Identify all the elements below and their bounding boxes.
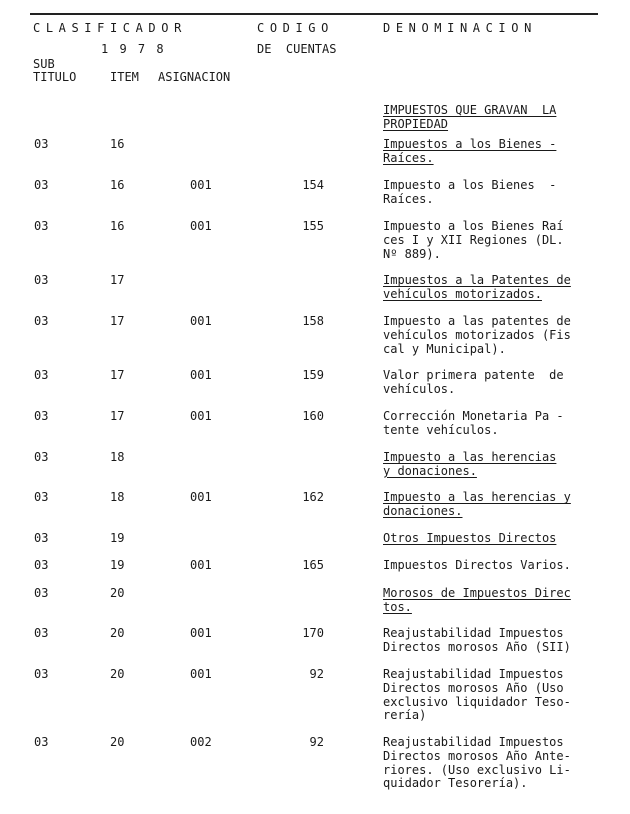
denominacion-cell: Reajustabilidad Impuestos Directos morosos Año (SII) bbox=[383, 626, 571, 654]
asignacion-cell: 001 bbox=[190, 409, 212, 423]
asignacion-cell: 001 bbox=[190, 558, 212, 572]
denominacion-cell: Reajustabilidad Impuestos Directos morosos Año (Uso exclusivo liquidador Teso- rería) bbox=[383, 667, 571, 723]
cuenta-cell: 154 bbox=[302, 178, 324, 192]
header-asignacion: ASIGNACION bbox=[158, 70, 231, 84]
denominacion-cell: Impuestos Directos Varios. bbox=[383, 558, 571, 572]
header-sub: SUB bbox=[33, 57, 55, 71]
subtitulo-cell: 03 bbox=[34, 558, 49, 572]
asignacion-cell: 001 bbox=[190, 490, 212, 504]
top-rule bbox=[30, 13, 598, 15]
subtitulo-cell: 03 bbox=[34, 586, 49, 600]
cuenta-cell: 162 bbox=[302, 490, 324, 504]
item-cell: 18 bbox=[110, 490, 125, 504]
subtitulo-cell: 03 bbox=[34, 735, 49, 749]
cuenta-cell: 92 bbox=[309, 735, 324, 749]
subtitulo-cell: 03 bbox=[34, 531, 49, 545]
item-cell: 19 bbox=[110, 531, 125, 545]
item-cell: 16 bbox=[110, 178, 125, 192]
header-item: ITEM bbox=[110, 70, 139, 84]
cuenta-cell: 170 bbox=[302, 626, 324, 640]
denominacion-cell: Impuesto a las herencias y donaciones. bbox=[383, 490, 571, 518]
denominacion-cell: Impuesto a las patentes de vehículos motorizados (Fis cal y Municipal). bbox=[383, 314, 571, 356]
subtitulo-cell: 03 bbox=[34, 626, 49, 640]
header-clasificador: CLASIFICADOR bbox=[33, 21, 187, 35]
item-cell: 17 bbox=[110, 314, 125, 328]
subtitulo-cell: 03 bbox=[34, 450, 49, 464]
header-de-cuentas: DE CUENTAS bbox=[257, 42, 337, 56]
subtitulo-cell: 03 bbox=[34, 667, 49, 681]
cuenta-cell: 159 bbox=[302, 368, 324, 382]
item-cell: 20 bbox=[110, 586, 125, 600]
subtitulo-cell: 03 bbox=[34, 368, 49, 382]
subtitulo-cell: 03 bbox=[34, 219, 49, 233]
denominacion-cell: Otros Impuestos Directos bbox=[383, 531, 557, 545]
item-cell: 16 bbox=[110, 137, 125, 151]
cuenta-cell: 92 bbox=[309, 667, 324, 681]
asignacion-cell: 001 bbox=[190, 626, 212, 640]
cuenta-cell: 155 bbox=[302, 219, 324, 233]
asignacion-cell: 001 bbox=[190, 178, 212, 192]
denominacion-cell: Impuesto a las herencias y donaciones. bbox=[383, 450, 557, 478]
cuenta-cell: 158 bbox=[302, 314, 324, 328]
subtitulo-cell: 03 bbox=[34, 409, 49, 423]
denominacion-cell: Reajustabilidad Impuestos Directos morosos Año Ante- riores. (Uso exclusivo Li- quidador Tesorería). bbox=[383, 735, 571, 791]
denominacion-cell: Corrección Monetaria Pa - tente vehículos. bbox=[383, 409, 564, 437]
item-cell: 17 bbox=[110, 409, 125, 423]
header-titulo: TITULO bbox=[33, 70, 77, 84]
header-denominacion: DENOMINACION bbox=[383, 21, 537, 35]
subtitulo-cell: 03 bbox=[34, 490, 49, 504]
item-cell: 20 bbox=[110, 667, 125, 681]
cuenta-cell: 165 bbox=[302, 558, 324, 572]
asignacion-cell: 002 bbox=[190, 735, 212, 749]
asignacion-cell: 001 bbox=[190, 219, 212, 233]
item-cell: 16 bbox=[110, 219, 125, 233]
asignacion-cell: 001 bbox=[190, 368, 212, 382]
item-cell: 19 bbox=[110, 558, 125, 572]
denominacion-cell: IMPUESTOS QUE GRAVAN LA PROPIEDAD bbox=[383, 103, 557, 131]
item-cell: 20 bbox=[110, 626, 125, 640]
item-cell: 20 bbox=[110, 735, 125, 749]
denominacion-cell: Impuestos a los Bienes - Raíces. bbox=[383, 137, 557, 165]
subtitulo-cell: 03 bbox=[34, 178, 49, 192]
subtitulo-cell: 03 bbox=[34, 314, 49, 328]
denominacion-cell: Morosos de Impuestos Direc tos. bbox=[383, 586, 571, 614]
denominacion-cell: Valor primera patente de vehículos. bbox=[383, 368, 564, 396]
item-cell: 18 bbox=[110, 450, 125, 464]
asignacion-cell: 001 bbox=[190, 314, 212, 328]
denominacion-cell: Impuesto a los Bienes Raí ces I y XII Regiones (DL. Nº 889). bbox=[383, 219, 564, 261]
cuenta-cell: 160 bbox=[302, 409, 324, 423]
header-codigo: CODIGO bbox=[257, 21, 334, 35]
denominacion-cell: Impuesto a los Bienes - Raíces. bbox=[383, 178, 557, 206]
header-year: 1 9 7 8 bbox=[101, 42, 166, 56]
item-cell: 17 bbox=[110, 273, 125, 287]
denominacion-cell: Impuestos a la Patentes de vehículos motorizados. bbox=[383, 273, 571, 301]
subtitulo-cell: 03 bbox=[34, 273, 49, 287]
asignacion-cell: 001 bbox=[190, 667, 212, 681]
subtitulo-cell: 03 bbox=[34, 137, 49, 151]
item-cell: 17 bbox=[110, 368, 125, 382]
